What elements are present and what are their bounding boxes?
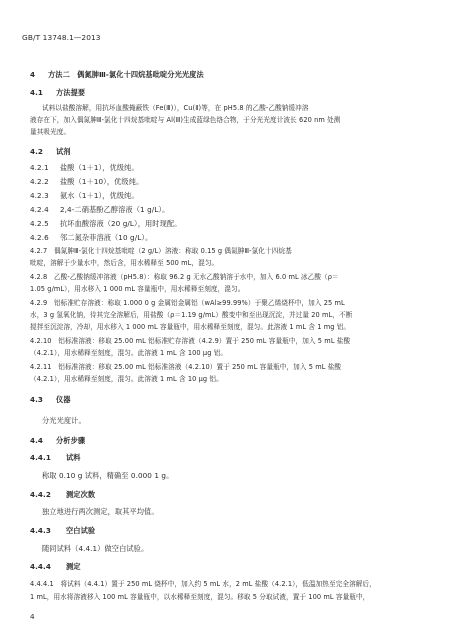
item-4-2-10-line-2: （4.2.1），用水稀释至刻度，混匀。此溶液 1 mL 含 100 μg 铝。: [30, 349, 228, 357]
section-4-1-title: 方法提要: [56, 88, 86, 97]
item-4-2-2-text: 盐酸（1＋10），优级纯。: [60, 177, 144, 186]
item-4-2-3-number: 4.2.3: [30, 191, 49, 200]
item-4-2-7-line-1: 4.2.7 偶氮胂Ⅲ-氯化十四烷基吡啶（2 g/L）溶液：称取 0.15 g 偶氮胂Ⅲ-氯化十四烷基: [30, 247, 292, 255]
section-4-3-title: 仪器: [56, 395, 71, 404]
item-4-2-11-line-2: （4.2.1），用水稀释至刻度，混匀。此溶液 1 mL 含 10 μg 铝。: [30, 375, 223, 383]
section-4-1-line-3: 量其吸光度。: [30, 128, 71, 136]
page-header: GB/T 13748.1—2013: [22, 33, 101, 42]
section-4-3-text: 分光光度计。: [42, 416, 86, 425]
section-4-4-title: 分析步骤: [56, 436, 86, 445]
item-4-2-10-line-1: 4.2.10 铝标准溶液：移取 25.00 mL 铝标准贮存溶液（4.2.9）置于 250 mL 容量瓶中，加入 5 mL 盐酸: [30, 337, 351, 345]
item-4-2-1-text: 盐酸（1＋1），优级纯。: [60, 163, 139, 172]
item-4-2-6-number: 4.2.6: [30, 233, 49, 242]
item-4-2-5-text: 抗坏血酸溶液（20 g/L），用时现配。: [60, 219, 182, 228]
item-4-4-4-1-line-2: 1 mL，用水将溶液移入 100 mL 容量瓶中，以水稀释至刻度，混匀。移取 5 分取试液，置于 100 mL 容量瓶中，: [30, 593, 370, 601]
item-4-2-4-number: 4.2.4: [30, 205, 49, 214]
section-4-4-3-text: 随同试料（4.4.1）做空白试验。: [42, 544, 149, 553]
item-4-2-3-text: 氨水（1＋1），优级纯。: [60, 191, 139, 200]
section-4-4-3-number: 4.4.3: [30, 526, 51, 535]
item-4-4-4-1-line-1: 4.4.4.1 将试料（4.4.1）置于 250 mL 烧杯中，加入约 5 mL 水，2 mL 盐酸（4.2.1），低温加热至完全溶解后，: [30, 580, 376, 588]
item-4-2-8-line-1: 4.2.8 乙酸-乙酸钠缓冲溶液（pH5.8）：称取 96.2 g 无水乙酸钠溶于水中，加入 6.0 mL 冰乙酸（ρ＝: [30, 273, 339, 281]
item-4-2-4-text: 2,4-二硝基酚乙醇溶液（1 g/L）。: [60, 205, 170, 214]
item-4-2-9-line-3: 搅拌至沉淀溶，冷却，用水移入 1 000 mL 容量瓶中，用水稀释至刻度，混匀。此溶液 1 mL 含 1 mg 铝。: [30, 323, 351, 331]
item-4-2-1-number: 4.2.1: [30, 163, 49, 172]
section-4-number: 4: [30, 70, 36, 79]
section-4-4-4-number: 4.4.4: [30, 562, 51, 571]
section-4-1-number: 4.1: [30, 88, 44, 97]
section-4-4-number: 4.4: [30, 436, 44, 445]
item-4-2-11-line-1: 4.2.11 铝标准溶液：移取 25.00 mL 铝标准溶液（4.2.10）置于 250 mL 容量瓶中，加入 5 mL 盐酸: [30, 363, 342, 371]
section-4-4-1-text: 称取 0.10 g 试料，精确至 0.000 1 g。: [42, 471, 174, 480]
section-4-1-line-1: 试料以盐酸溶解，用抗坏血酸掩蔽铁（Fe(Ⅲ)），Cu(Ⅱ)等，在 pH5.8 的乙酸-乙酸钠缓冲溶: [42, 104, 309, 112]
section-4-4-1-number: 4.4.1: [30, 453, 51, 462]
section-4-3-number: 4.3: [30, 395, 44, 404]
section-4-1-line-2: 液存在下，加入偶氮胂Ⅲ-氯化十四烷基吡啶与 Al(Ⅲ)生成蓝绿色络合物，于分光光度计波长 620 nm 处测: [30, 116, 341, 124]
section-4-4-2-number: 4.4.2: [30, 490, 51, 499]
section-4-4-2-text: 独立地进行两次测定，取其平均值。: [42, 507, 159, 516]
section-4-4-2-title: 测定次数: [66, 490, 96, 499]
section-4-2-title: 试剂: [56, 147, 71, 156]
item-4-2-2-number: 4.2.2: [30, 177, 49, 186]
section-4-4-1-title: 试料: [66, 453, 81, 462]
page-number: 4: [30, 612, 35, 621]
section-4-4-3-title: 空白试验: [66, 526, 96, 535]
item-4-2-9-line-1: 4.2.9 铝标准贮存溶液：称取 1.000 0 g 金属铝金属铝（wAl≥99.99%）于聚乙烯烧杯中，加入 25 mL: [30, 299, 345, 307]
section-4-2-number: 4.2: [30, 147, 44, 156]
item-4-2-5-number: 4.2.5: [30, 219, 49, 228]
section-4-4-4-title: 测定: [66, 562, 81, 571]
item-4-2-6-text: 邻二氮杂菲溶液（10 g/L）。: [60, 233, 153, 242]
item-4-2-9-line-2: 水，3 g 氢氧化钠，待其完全溶解后，用盐酸（ρ＝1.19 g/mL）酸变中和至出现沉淀，并过量 20 mL，不断: [30, 311, 353, 319]
section-4-title: 方法二 偶氮胂Ⅲ-氯化十四烷基吡啶分光光度法: [48, 70, 204, 79]
item-4-2-7-line-2: 吡啶，溶解于少量水中，然后含，用水稀释至 500 mL，混匀。: [30, 259, 219, 267]
item-4-2-8-line-2: 1.05 g/mL），用水移入 1 000 mL 容量瓶中，用水稀释至刻度，混匀。: [30, 285, 245, 293]
